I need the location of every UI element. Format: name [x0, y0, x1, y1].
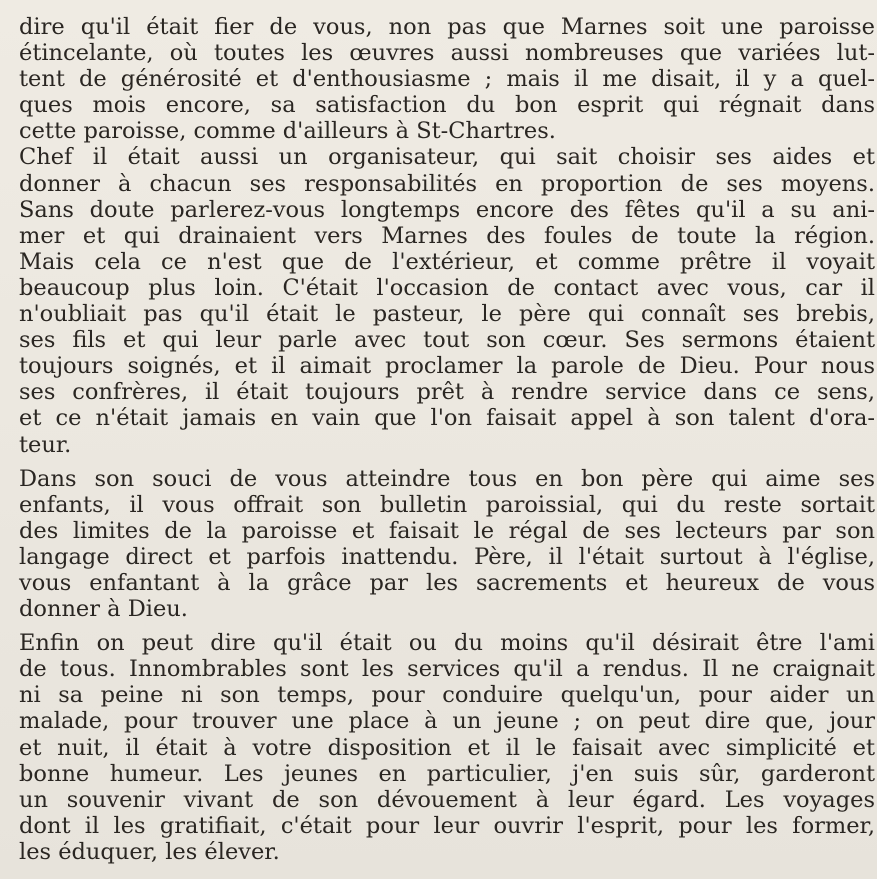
- paragraph-4: [19, 466, 875, 623]
- text-line: Mais cela ce n'est que de l'extérieur, et comme prêtre il voyait: [19, 248, 875, 275]
- text-line: n'oubliait pas qu'il était le pasteur, le père qui connaît ses brebis,: [19, 301, 875, 328]
- text-line: cette paroisse, comme d'ailleurs à St-Chartres.: [19, 118, 556, 145]
- paragraph-1: [19, 14, 875, 144]
- text-line: tent de générosité et d'enthousiasme ; mais il me disait, il y a quel-: [19, 66, 875, 93]
- text-line: de tous. Innombrables sont les services qu'il a rendus. Il ne craignait: [19, 656, 875, 683]
- text-line: bonne humeur. Les jeunes en particulier, j'en suis sûr, garderont: [19, 760, 875, 787]
- text-line: Sans doute parlerez-vous longtemps encore des fêtes qu'il a su ani-: [19, 196, 875, 223]
- text-line: ques mois encore, sa satisfaction du bon esprit qui régnait dans: [19, 92, 875, 119]
- text-line: Enfin on peut dire qu'il était ou du moins qu'il désirait être l'ami: [19, 630, 875, 657]
- text-line: toujours soignés, et il aimait proclamer la parole de Dieu. Pour nous: [19, 353, 875, 380]
- text-line: Dans son souci de vous atteindre tous en bon père qui aime ses: [19, 465, 875, 492]
- paragraph-5: [19, 630, 875, 865]
- text-line: étincelante, où toutes les œuvres aussi nombreuses que variées lut-: [19, 40, 875, 67]
- text-line: des limites de la paroisse et faisait le régal de ses lecteurs par son: [19, 517, 875, 544]
- text-line: un souvenir vivant de son dévouement à leur égard. Les voyages: [19, 786, 875, 813]
- text-line: les éduquer, les élever.: [19, 838, 280, 865]
- paragraph-3: [19, 249, 875, 458]
- text-line: ses confrères, il était toujours prêt à rendre service dans ce sens,: [19, 379, 875, 406]
- text-line: dont il les gratifiait, c'était pour leur ouvrir l'esprit, pour les former,: [19, 812, 875, 839]
- text-line: et ce n'était jamais en vain que l'on faisait appel à son talent d'ora-: [19, 405, 875, 432]
- text-line: Chef il était aussi un organisateur, qui sait choisir ses aides et: [19, 144, 875, 171]
- text-line: teur.: [19, 431, 72, 458]
- text-line: langage direct et parfois inattendu. Père, il l'était surtout à l'église,: [19, 543, 875, 570]
- text-line: vous enfantant à la grâce par les sacrements et heureux de vous: [19, 569, 875, 596]
- text-line: donner à Dieu.: [19, 596, 188, 623]
- text-line: ni sa peine ni son temps, pour conduire quelqu'un, pour aider un: [19, 682, 875, 709]
- text-line: ses fils et qui leur parle avec tout son cœur. Ses sermons étaient: [19, 327, 875, 354]
- text-line: malade, pour trouver une place à un jeune ; on peut dire que, jour: [19, 708, 875, 735]
- text-line: beaucoup plus loin. C'était l'occasion de contact avec vous, car il: [19, 274, 875, 301]
- text-line: dire qu'il était fier de vous, non pas que Marnes soit une paroisse: [19, 14, 875, 40]
- text-line: donner à chacun ses responsabilités en proportion de ses moyens.: [19, 170, 875, 197]
- text-line: et nuit, il était à votre disposition et il le faisait avec simplicité et: [19, 734, 875, 761]
- paragraph-2: [19, 144, 875, 248]
- body-text: [19, 14, 875, 865]
- text-line: mer et qui drainaient vers Marnes des foules de toute la région.: [19, 222, 875, 249]
- text-line: enfants, il vous offrait son bulletin paroissial, qui du reste sortait: [19, 491, 875, 518]
